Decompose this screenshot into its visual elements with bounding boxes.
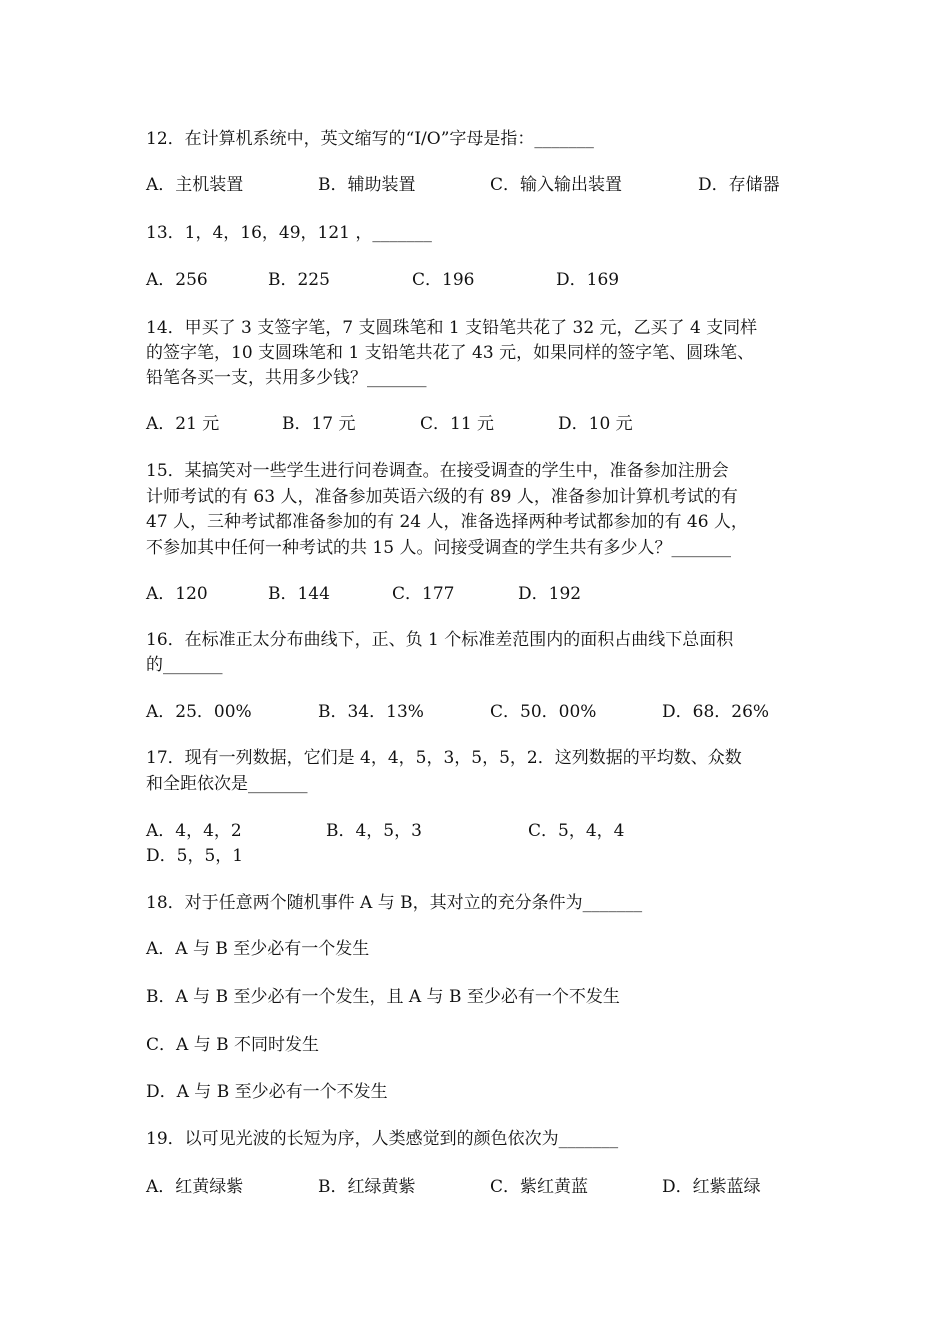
question-12-option-d: D．存储器 xyxy=(698,175,780,195)
question-15-option-d: D．192 xyxy=(518,584,582,604)
question-15-option-a: A．120 xyxy=(146,584,208,604)
question-17-option-b: B．4，5，3 xyxy=(326,821,422,841)
question-14-line-2: 的签字笔，10 支圆珠笔和 1 支铅笔共花了 43 元，如果同样的签字笔、圆珠笔、 xyxy=(146,343,755,363)
question-12-option-b: B．辅助装置 xyxy=(318,175,416,195)
question-17-line-1: 17．现有一列数据，它们是 4，4，5，3，5，5，2．这列数据的平均数、众数 xyxy=(146,748,742,768)
question-14-option-d: D．10 元 xyxy=(558,414,633,434)
question-18-option-b: B．A 与 B 至少必有一个发生，且 A 与 B 至少必有一个不发生 xyxy=(146,987,620,1007)
question-14-option-a: A．21 元 xyxy=(146,414,220,434)
question-16-option-c: C．50．00% xyxy=(490,702,597,722)
question-18-line-1: 18．对于任意两个随机事件 A 与 B，其对立的充分条件为_______ xyxy=(146,893,643,913)
question-15-option-b: B．144 xyxy=(268,584,330,604)
question-12-option-a: A．主机装置 xyxy=(146,175,244,195)
question-15-line-3: 47 人，三种考试都准备参加的有 24 人，准备选择两种考试都参加的有 46 人， xyxy=(146,512,748,532)
question-19-option-c: C．紫红黄蓝 xyxy=(490,1177,589,1197)
question-16-option-b: B．34．13% xyxy=(318,702,424,722)
question-13-option-c: C．196 xyxy=(412,270,475,290)
question-16-line-1: 16．在标准正太分布曲线下，正、负 1 个标准差范围内的面积占曲线下总面积 xyxy=(146,630,734,650)
question-13-option-b: B．225 xyxy=(268,270,330,290)
question-15-line-4: 不参加其中任何一种考试的共 15 人。问接受调查的学生共有多少人？_______ xyxy=(146,538,731,558)
question-18-option-d: D．A 与 B 至少必有一个不发生 xyxy=(146,1082,388,1102)
question-14-line-3: 铅笔各买一支，共用多少钱？_______ xyxy=(146,368,427,388)
question-19-option-b: B．红绿黄紫 xyxy=(318,1177,416,1197)
question-13-option-a: A．256 xyxy=(146,270,208,290)
question-13-option-d: D．169 xyxy=(556,270,620,290)
question-12-line-1: 12．在计算机系统中，英文缩写的“I/O”字母是指：_______ xyxy=(146,129,594,149)
question-15-option-c: C．177 xyxy=(392,584,455,604)
question-17-option-d: D．5，5，1 xyxy=(146,846,244,866)
question-19-option-a: A．红黄绿紫 xyxy=(146,1177,244,1197)
question-18-option-c: C．A 与 B 不同时发生 xyxy=(146,1035,319,1055)
question-15-line-2: 计师考试的有 63 人，准备参加英语六级的有 89 人，准备参加计算机考试的有 xyxy=(146,487,738,507)
question-17-option-c: C．5，4，4 xyxy=(528,821,625,841)
question-19-option-d: D．红紫蓝绿 xyxy=(662,1177,761,1197)
question-14-line-1: 14．甲买了 3 支签字笔，7 支圆珠笔和 1 支铅笔共花了 32 元，乙买了 4 支同样 xyxy=(146,318,758,338)
question-16-option-a: A．25．00% xyxy=(146,702,252,722)
question-18-option-a: A．A 与 B 至少必有一个发生 xyxy=(146,939,370,959)
question-16-line-2: 的_______ xyxy=(146,655,223,675)
question-14-option-b: B．17 元 xyxy=(282,414,356,434)
question-19-line-1: 19．以可见光波的长短为序，人类感觉到的颜色依次为_______ xyxy=(146,1129,619,1149)
question-17-option-a: A．4，4，2 xyxy=(146,821,242,841)
question-14-option-c: C．11 元 xyxy=(420,414,495,434)
question-13-line-1: 13．1，4，16，49，121 ，_______ xyxy=(146,223,432,243)
question-17-line-2: 和全距依次是_______ xyxy=(146,774,308,794)
question-15-line-1: 15．某搞笑对一些学生进行问卷调查。在接受调查的学生中，准备参加注册会 xyxy=(146,461,729,481)
question-12-option-c: C．输入输出装置 xyxy=(490,175,623,195)
question-16-option-d: D．68．26% xyxy=(662,702,770,722)
